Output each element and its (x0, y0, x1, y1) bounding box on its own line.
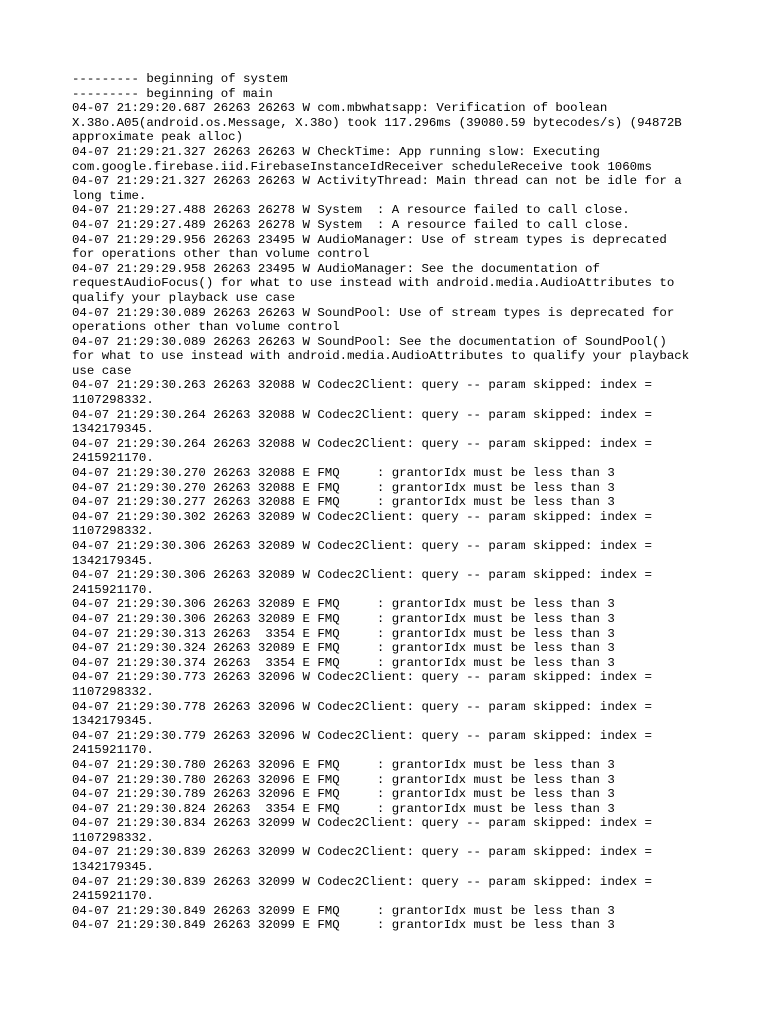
log-line: 04-07 21:29:30.778 26263 32096 W Codec2Client: query -- param skipped: index = (72, 699, 652, 714)
log-line: 04-07 21:29:30.779 26263 32096 W Codec2Client: query -- param skipped: index = (72, 728, 652, 743)
log-line: 04-07 21:29:20.687 26263 26263 W com.mbwhatsapp: Verification of boolean (72, 101, 608, 116)
log-line: 04-07 21:29:30.263 26263 32088 W Codec2Client: query -- param skipped: index = (72, 378, 652, 393)
log-line: com.google.firebase.iid.FirebaseInstanceIdReceiver scheduleReceive took 1060ms (72, 159, 652, 174)
log-line: 04-07 21:29:21.327 26263 26263 W ActivityThread: Main thread can not be idle for a (72, 174, 682, 189)
log-line: qualify your playback use case (72, 290, 296, 305)
log-line: 04-07 21:29:30.839 26263 32099 W Codec2Client: query -- param skipped: index = (72, 874, 652, 889)
log-line: long time. (72, 188, 147, 203)
log-line: 1107298332. (72, 684, 154, 699)
log-line: 04-07 21:29:30.849 26263 32099 E FMQ : grantorIdx must be less than 3 (72, 918, 615, 933)
log-line: 04-07 21:29:29.958 26263 23495 W AudioManager: See the documentation of (72, 261, 600, 276)
log-line: 04-07 21:29:30.277 26263 32088 E FMQ : grantorIdx must be less than 3 (72, 495, 615, 510)
log-line: 1342179345. (72, 714, 154, 729)
log-line: 04-07 21:29:30.313 26263 3354 E FMQ : grantorIdx must be less than 3 (72, 626, 615, 641)
log-line: 04-07 21:29:27.489 26263 26278 W System : A resource failed to call close. (72, 217, 630, 232)
log-line: --------- beginning of main (72, 86, 273, 101)
log-line: 04-07 21:29:30.306 26263 32089 W Codec2Client: query -- param skipped: index = (72, 539, 652, 553)
log-line: 04-07 21:29:30.773 26263 32096 W Codec2Client: query -- param skipped: index = (72, 670, 652, 685)
log-line: 04-07 21:29:30.089 26263 26263 W SoundPool: See the documentation of SoundPool() (72, 334, 667, 349)
log-line: 1342179345. (72, 860, 154, 875)
log-line: 04-07 21:29:30.324 26263 32089 E FMQ : grantorIdx must be less than 3 (72, 641, 615, 656)
log-line: 04-07 21:29:30.780 26263 32096 E FMQ : grantorIdx must be less than 3 (72, 757, 615, 772)
log-line: 04-07 21:29:30.264 26263 32088 W Codec2Client: query -- param skipped: index = (72, 407, 652, 422)
log-line: 04-07 21:29:30.780 26263 32096 E FMQ : grantorIdx must be less than 3 (72, 772, 615, 787)
log-line: for operations other than volume control (72, 247, 370, 262)
log-line: 2415921170. (72, 451, 154, 466)
log-document (72, 72, 712, 933)
log-line: 04-07 21:29:30.089 26263 26263 W SoundPool: Use of stream types is deprecated for (72, 305, 675, 320)
log-line: 1107298332. (72, 830, 154, 845)
log-line: 04-07 21:29:30.839 26263 32099 W Codec2Client: query -- param skipped: index = (72, 845, 652, 860)
log-line: 04-07 21:29:30.306 26263 32089 W Codec2Client: query -- param skipped: index = (72, 568, 652, 583)
log-line: 04-07 21:29:21.327 26263 26263 W CheckTime: App running slow: Executing (72, 144, 600, 159)
log-line: 04-07 21:29:30.824 26263 3354 E FMQ : grantorIdx must be less than 3 (72, 801, 615, 816)
log-line: requestAudioFocus() for what to use instead with android.media.AudioAttributes to (72, 276, 675, 291)
log-line: 04-07 21:29:30.306 26263 32089 E FMQ : grantorIdx must be less than 3 (72, 611, 615, 626)
log-line: 04-07 21:29:30.834 26263 32099 W Codec2Client: query -- param skipped: index = (72, 816, 652, 831)
log-line: 1107298332. (72, 393, 154, 408)
log-line: 2415921170. (72, 582, 154, 597)
log-line: 04-07 21:29:30.306 26263 32089 E FMQ : grantorIdx must be less than 3 (72, 597, 615, 612)
log-line: 04-07 21:29:30.264 26263 32088 W Codec2Client: query -- param skipped: index = (72, 436, 652, 451)
log-line: 2415921170. (72, 743, 154, 758)
log-line: 04-07 21:29:30.270 26263 32088 E FMQ : grantorIdx must be less than 3 (72, 466, 615, 481)
log-line: 1342179345. (72, 553, 154, 568)
log-line: 04-07 21:29:29.956 26263 23495 W AudioManager: Use of stream types is deprecated (72, 232, 667, 247)
log-line: 1342179345. (72, 422, 154, 437)
log-line: 04-07 21:29:30.849 26263 32099 E FMQ : grantorIdx must be less than 3 (72, 903, 615, 918)
log-line: use case (72, 363, 132, 378)
log-line: 2415921170. (72, 889, 154, 904)
log-line: 04-07 21:29:30.270 26263 32088 E FMQ : grantorIdx must be less than 3 (72, 480, 615, 495)
log-line: operations other than volume control (72, 320, 340, 335)
log-line: 04-07 21:29:30.302 26263 32089 W Codec2Client: query -- param skipped: index = (72, 509, 652, 524)
log-line: approximate peak alloc) (72, 130, 244, 145)
log-line: 1107298332. (72, 524, 154, 539)
log-line: 04-07 21:29:30.374 26263 3354 E FMQ : grantorIdx must be less than 3 (72, 655, 615, 670)
log-line: 04-07 21:29:30.789 26263 32096 E FMQ : grantorIdx must be less than 3 (72, 787, 615, 802)
log-line: 04-07 21:29:27.488 26263 26278 W System : A resource failed to call close. (72, 203, 630, 218)
log-line: X.38o.A05(android.os.Message, X.38o) took 117.296ms (39080.59 bytecodes/s) (94872B (72, 115, 682, 130)
log-line: --------- beginning of system (72, 72, 288, 86)
log-line: for what to use instead with android.media.AudioAttributes to qualify your playback (72, 349, 690, 364)
